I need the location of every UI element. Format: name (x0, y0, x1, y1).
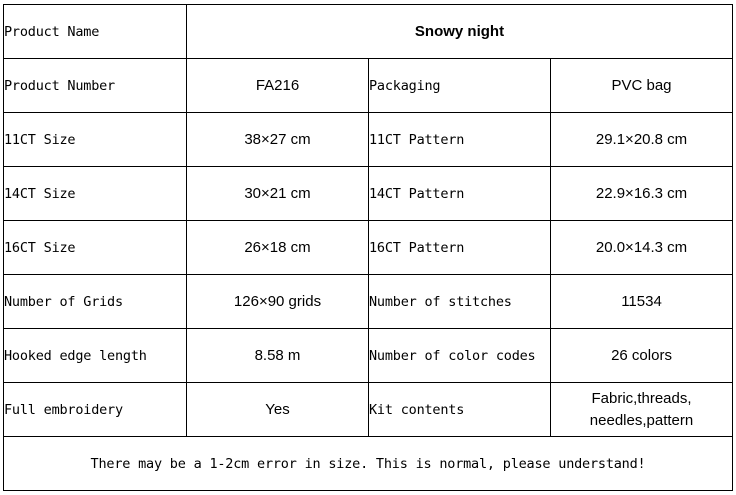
size-16ct-value: 26×18 cm (187, 221, 369, 275)
size-14ct-label: 14CT Size (4, 167, 187, 221)
pattern-11ct-label: 11CT Pattern (369, 113, 551, 167)
kit-contents-line: needles,pattern (589, 411, 694, 429)
packaging-label: Packaging (369, 59, 551, 113)
product-name-value: Snowy night (187, 5, 733, 59)
size-14ct-value: 30×21 cm (187, 167, 369, 221)
size-11ct-value: 38×27 cm (187, 113, 369, 167)
pattern-16ct-value: 20.0×14.3 cm (551, 221, 733, 275)
table-row (4, 113, 733, 167)
grids-label: Number of Grids (4, 275, 187, 329)
table-row (4, 329, 733, 383)
hooked-edge-label: Hooked edge length (4, 329, 187, 383)
kit-contents-value (551, 383, 733, 437)
hooked-edge-value: 8.58 m (187, 329, 369, 383)
product-name-label: Product Name (4, 5, 187, 59)
pattern-16ct-label: 16CT Pattern (369, 221, 551, 275)
color-codes-value: 26 colors (551, 329, 733, 383)
table-row (4, 167, 733, 221)
full-embroidery-value: Yes (187, 383, 369, 437)
full-embroidery-label: Full embroidery (4, 383, 187, 437)
pattern-14ct-value: 22.9×16.3 cm (551, 167, 733, 221)
product-number-label: Product Number (4, 59, 187, 113)
table-row (4, 221, 733, 275)
pattern-11ct-value: 29.1×20.8 cm (551, 113, 733, 167)
grids-value: 126×90 grids (187, 275, 369, 329)
color-codes-label: Number of color codes (369, 329, 551, 383)
table-row (4, 275, 733, 329)
stitches-label: Number of stitches (369, 275, 551, 329)
kit-contents-label: Kit contents (369, 383, 551, 437)
table-row (4, 437, 733, 491)
table-row (4, 59, 733, 113)
table-row (4, 5, 733, 59)
stitches-value: 11534 (551, 275, 733, 329)
table-row (4, 383, 733, 437)
size-error-note: There may be a 1-2cm error in size. This is normal, please understand! (4, 437, 733, 491)
product-spec-table (3, 4, 733, 491)
size-16ct-label: 16CT Size (4, 221, 187, 275)
size-11ct-label: 11CT Size (4, 113, 187, 167)
packaging-value: PVC bag (551, 59, 733, 113)
product-number-value: FA216 (187, 59, 369, 113)
pattern-14ct-label: 14CT Pattern (369, 167, 551, 221)
kit-contents-line: Fabric,threads, (591, 389, 692, 407)
